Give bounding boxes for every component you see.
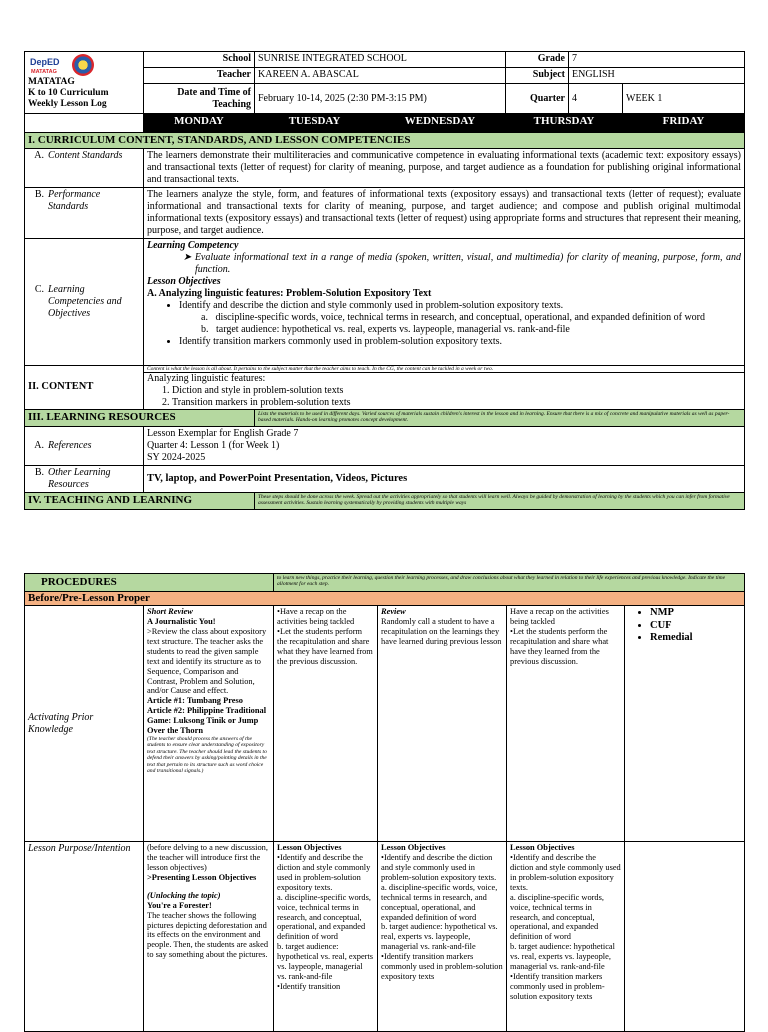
competencies-label: C. Learning Competencies and Objectives	[25, 239, 144, 366]
day-thursday: THURSDAY	[506, 114, 623, 133]
section3-title: III. LEARNING RESOURCES	[25, 410, 255, 427]
section1-title: I. CURRICULUM CONTENT, STANDARDS, AND LESSON COMPETENCIES	[25, 133, 745, 149]
references-label: A. References	[25, 427, 144, 466]
content-standards-text: The learners demonstrate their multiliteracies and communicative competence in evaluating informational texts (academic text: expository essays) and transactional texts (letter of request) for clarity of meaning, purpose, and target audience as a foundation for publishing original informational and transactional texts.	[144, 149, 745, 188]
procedures-title: PROCEDURES	[25, 574, 274, 592]
monday-activating	[144, 606, 274, 842]
deped-logo	[28, 54, 140, 76]
doc-title	[28, 77, 140, 110]
unlocking-topic: (Unlocking the topic)	[147, 890, 221, 900]
friday-list	[628, 607, 741, 645]
reference-line-2: Quarter 4: Lesson 1 (for Week 1)	[147, 440, 280, 452]
before-lesson-title: Before/Pre-Lesson Proper	[25, 592, 745, 606]
wednesday-objectives-heading: Lesson Objectives	[381, 843, 446, 853]
quarter-value: 4	[569, 84, 623, 114]
doc-title-line1: MATATAG	[28, 77, 75, 87]
monday-purpose-intro: (before delving to a new discussion, the teacher will introduce first the lesson objectives)	[147, 843, 268, 872]
content-intro: Analyzing linguistic features:	[147, 373, 266, 385]
competency-item: ➤ Evaluate informational text in a range of media (spoken, written, visual, and multimedia) for clarity of meaning, purpose, form, and function.	[183, 252, 741, 276]
performance-standards-text: The learners analyze the style, form, and features of informational texts (expository essays) and transactional texts (letter of request); evaluate informational and transactional texts for clarity of meaning, purpose, and target audience; and compose and publish original multimodal informational texts (expository essays) and transactional texts (letter of request) using appropriate forms and structures that represent their meaning, purpose, and target audience.	[144, 188, 745, 239]
subject-label: Subject	[506, 68, 569, 84]
section3-note: Lists the materials to be used in different days. Varied sources of materials sustain children's interest in the lesson and in learning. Ensure that there is a mix of concrete and manipulative materials as well as paper-based materials. Hands-on learning promotes concept development.	[255, 410, 745, 427]
quarter-label: Quarter	[506, 84, 569, 114]
teacher-value: KAREEN A. ABASCAL	[255, 68, 506, 84]
doc-title-line2: K to 10 Curriculum	[28, 87, 109, 98]
reference-line-1: Lesson Exemplar for English Grade 7	[147, 428, 299, 440]
tuesday-objectives-heading: Lesson Objectives	[277, 843, 342, 853]
day-friday: FRIDAY	[623, 114, 745, 133]
presenting-objectives: >Presenting Lesson Objectives	[147, 872, 257, 882]
objective-2: • Identify transition markers commonly used in problem-solution expository texts.	[179, 336, 741, 348]
friday-item-cuf: • CUF	[650, 620, 741, 633]
content-item-2: 2. Transition markers in problem-solution texts	[172, 397, 744, 409]
logo-cell	[25, 52, 144, 114]
deped-logo-text: DepED	[30, 57, 60, 67]
competency-heading: Learning Competency	[147, 240, 239, 252]
monday-purpose-text: The teacher shows the following pictures depicting deforestation and its effects on the environment and people. Then, the students are asked to say something about the pictures.	[147, 910, 269, 960]
lesson-log-page-1	[24, 51, 744, 510]
lesson-log-table-1	[24, 51, 745, 510]
objectives-subheading: A. Analyzing linguistic features: Problem-Solution Expository Text	[147, 288, 432, 300]
competencies-text	[144, 239, 745, 366]
day-tuesday: TUESDAY	[255, 114, 375, 133]
performance-standards-label: B. Performance Standards	[25, 188, 144, 239]
wednesday-purpose-text: •Identify and describe the diction and style commonly used in problem-solution expository texts. a. discipline-specific words, voice, technical terms in research, and conceptual, operational, and expanded definition of word b. target audience: hypothetical vs. real, experts vs. laypeople, managerial vs. rank-and-file •Identify transition markers commonly used in problem-solution expository texts	[381, 853, 503, 981]
content-item-1: 1. Diction and style in problem-solution texts	[172, 385, 744, 397]
journalistic-heading: A Journalistic You!	[147, 617, 216, 627]
day-monday: MONDAY	[144, 114, 255, 133]
thursday-objectives-heading: Lesson Objectives	[510, 843, 575, 853]
content-cell	[144, 366, 745, 410]
objective-1b: b. target audience: hypothetical vs. real, experts vs. laypeople, managerial vs. rank-and-file	[201, 324, 570, 336]
objectives-heading: Lesson Objectives	[147, 276, 221, 288]
procedures-note: to learn new things, practice their learning, question their learning processes, and draw conclusions about what they learned in relation to their life experiences and previous knowledge. Indicate the time allotment for each step.	[274, 574, 745, 592]
procedures-table	[24, 573, 745, 1032]
grade-label: Grade	[506, 52, 569, 68]
short-review-heading: Short Review	[147, 607, 193, 617]
subject-value: ENGLISH	[569, 68, 745, 84]
date-value: February 10-14, 2025 (2:30 PM-3:15 PM)	[255, 84, 506, 114]
wednesday-purpose	[378, 842, 507, 1032]
matatag-logo-text: MATATAG	[31, 69, 57, 75]
monday-purpose	[144, 842, 274, 1032]
school-label: School	[144, 52, 255, 68]
other-resources-label: B. Other Learning Resources	[25, 466, 144, 493]
article-1: Article #1: Tumbang Preso	[147, 696, 243, 706]
objective-1: • Identify and describe the diction and style commonly used in problem-solution expository texts.	[179, 300, 741, 312]
teacher-label: Teacher	[144, 68, 255, 84]
deped-logo-icon	[28, 55, 68, 75]
review-heading: Review	[381, 607, 406, 617]
date-label: Date and Time of Teaching	[144, 84, 255, 114]
day-wednesday: WEDNESDAY	[375, 114, 506, 133]
tuesday-activating: •Have a recap on the activities being tackled •Let the students perform the recapitulation and share what they have learned from the previous discussion.	[274, 606, 378, 842]
objectives-list	[147, 300, 741, 312]
purpose-label: Lesson Purpose/Intention	[25, 842, 144, 1032]
monday-activating-note: (The teacher should process the answers of the students to ensure clear understanding of expository text structure. The teacher should lead the students to defend their answers by asking/pointing details in the text that pertain to its structure such as word choice and transitional signals.)	[147, 735, 267, 775]
references-text	[144, 427, 745, 466]
thursday-purpose	[507, 842, 625, 1032]
activating-label: Activating Prior Knowledge	[25, 606, 144, 842]
other-resources-text: TV, laptop, and PowerPoint Presentation, Videos, Pictures	[144, 466, 745, 493]
article-2: Article #2: Philippine Traditional Game: Luksong Tinik or Jump Over the Thorn	[147, 706, 267, 736]
week-value: WEEK 1	[623, 84, 745, 114]
friday-item-remedial: • Remedial	[650, 632, 741, 645]
objectives-list-2	[147, 336, 741, 348]
section4-note: These steps should be done across the week. Spread out the activities appropriately so that students will learn well. Always be guided by demonstration of learning by the students which you can infer from formative assessment activities. Sustain learning systematically by providing students with multiple ways	[255, 493, 745, 510]
reference-line-3: SY 2024-2025	[147, 452, 206, 464]
doc-title-line3: Weekly Lesson Log	[28, 98, 107, 109]
friday-item-nmp: • NMP	[650, 607, 741, 620]
content-label: II. CONTENT	[25, 366, 144, 410]
friday-purpose	[625, 842, 745, 1032]
forester-heading: You're a Forester!	[147, 900, 212, 910]
lesson-log-page-2	[24, 573, 744, 1032]
bagong-pilipinas-seal-icon	[72, 54, 94, 76]
thursday-purpose-text: •Identify and describe the diction and style commonly used in problem-solution expository texts. a. discipline-specific words, voice, technical terms in research, and conceptual, operational, and expanded definition of word b. target audience: hypothetical vs. real, experts vs. laypeople, managerial vs. rank-and-file •Identify transition markers commonly used in problem-solution expository texts	[510, 853, 621, 1001]
tuesday-purpose	[274, 842, 378, 1032]
content-standards-label: A. Content Standards	[25, 149, 144, 188]
content-note: Content is what the lesson is all about. It pertains to the subject matter that the teacher aims to teach. In the CG, the content can be tackled in a week or two.	[144, 366, 744, 373]
section4-title: IV. TEACHING AND LEARNING	[25, 493, 255, 510]
objective-1a: a. discipline-specific words, voice, technical terms in research, and conceptual, operational, and expanded definition of word	[201, 312, 705, 324]
monday-activating-text: >Review the class about expository text structure. The teacher asks the students to read the given sample text and identify its structure as to Sequence, Comparison and Contrast, Problem and Solution, and/or Cause and effect.	[147, 627, 267, 696]
friday-activating	[625, 606, 745, 842]
content-list	[144, 385, 744, 409]
wednesday-activating-text: Randomly call a student to have a recapitulation on the learnings they have learned during previous lesson	[381, 617, 502, 646]
grade-value: 7	[569, 52, 745, 68]
thursday-activating: Have a recap on the activities being tackled •Let the students perform the recapitulation and share what have they learned from the previous discussion.	[507, 606, 625, 842]
day-header-blank	[25, 114, 144, 133]
tuesday-purpose-text: •Identify and describe the diction and style commonly used in problem-solution expository texts. a. discipline-specific words, voice, technical terms in research, and conceptual, operational, and expanded definition of word b. target audience: hypothetical vs. real, experts vs. laypeople, managerial vs. rank-and-file •Identify transition	[277, 853, 374, 991]
wednesday-activating	[378, 606, 507, 842]
school-value: SUNRISE INTEGRATED SCHOOL	[255, 52, 506, 68]
